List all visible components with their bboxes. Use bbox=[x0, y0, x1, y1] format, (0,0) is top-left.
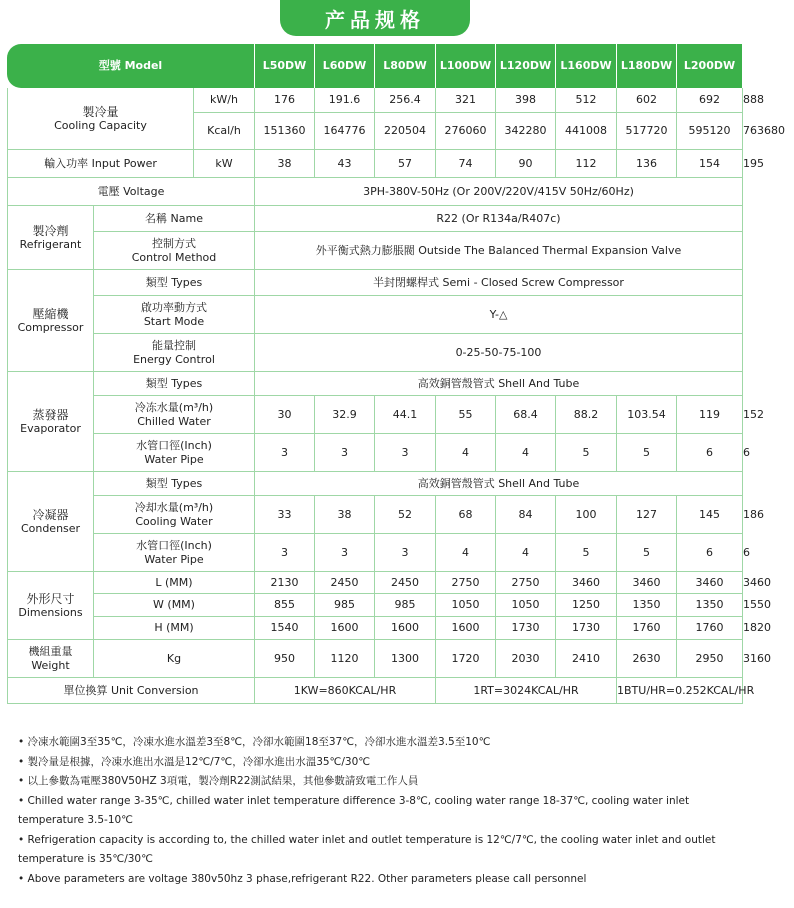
conversion-row bbox=[7, 678, 743, 704]
compressor-energy-label: 能量控制 Energy Control bbox=[94, 334, 255, 372]
table-cell: 44.1 bbox=[375, 396, 436, 434]
model-col: L80DW bbox=[375, 44, 436, 88]
evaporator-pipe-row: 水管口徑(Inch) Water Pipe 3 3 3 4 4 5 5 6 6 bbox=[7, 434, 743, 472]
table-cell: 43 bbox=[315, 150, 375, 178]
input-power-row: 輸入功率 Input Power kW 38 43 57 74 90 112 136 154 195 bbox=[7, 150, 743, 178]
note-item: • 冷凍水範圍3至35℃，冷凍水進水溫差3至8℃，冷卻水範圍18至37℃，冷卻水進水溫差3.5至10℃ bbox=[18, 736, 491, 748]
spec-table bbox=[7, 44, 794, 704]
table-cell: 4 bbox=[436, 534, 496, 572]
table-cell: 6 bbox=[677, 434, 743, 472]
table-cell: 512 bbox=[556, 88, 617, 113]
conversion-label: 單位換算 Unit Conversion bbox=[7, 678, 255, 704]
table-cell: 1730 bbox=[496, 617, 556, 640]
table-cell: 342280 bbox=[496, 113, 556, 150]
table-cell: 1760 bbox=[617, 617, 677, 640]
condenser-type-row bbox=[7, 472, 743, 496]
table-cell: 321 bbox=[436, 88, 496, 113]
table-cell: 3460 bbox=[617, 572, 677, 594]
table-cell: 112 bbox=[556, 150, 617, 178]
table-cell: 68.4 bbox=[496, 396, 556, 434]
voltage-value: 3PH-380V-50Hz (Or 200V/220V/415V 50Hz/60Hz) bbox=[255, 178, 743, 206]
note-item: • 製冷量是根據，冷凍水進出水溫是12℃/7℃，冷卻水進出水溫35℃/30℃ bbox=[18, 755, 371, 768]
model-col: L100DW bbox=[436, 44, 496, 88]
compressor-start-value: Y-△ bbox=[255, 296, 743, 334]
table-cell: 145 bbox=[677, 496, 743, 534]
table-cell: 74 bbox=[436, 150, 496, 178]
refrigerant-control-label: 控制方式 Control Method bbox=[94, 232, 255, 270]
header-row: 型號 Model L50DW L60DW L80DW L100DW L120DW L160DW L180DW L200DW L240DW bbox=[7, 44, 743, 88]
capacity-unit-kcal: Kcal/h bbox=[194, 113, 255, 150]
condenser-pipe-label: 水管口徑(Inch) Water Pipe bbox=[94, 534, 255, 572]
condenser-type-value: 高效銅管殼管式 Shell And Tube bbox=[255, 472, 743, 496]
table-cell: 2630 bbox=[617, 640, 677, 678]
table-cell: 1760 bbox=[677, 617, 743, 640]
table-cell: 2950 bbox=[677, 640, 743, 678]
table-cell: 5 bbox=[617, 434, 677, 472]
model-label: 型號 Model bbox=[7, 44, 255, 88]
table-cell: 1300 bbox=[375, 640, 436, 678]
condenser-flow-row: 冷却水量(m³/h) Cooling Water 33 38 52 68 84 100 127 145 186 bbox=[7, 496, 743, 534]
table-cell: 32.9 bbox=[315, 396, 375, 434]
evaporator-flow-label: 冷冻水量(m³/h) Chilled Water bbox=[94, 396, 255, 434]
banner-title: 产品规格 bbox=[325, 7, 425, 32]
evaporator-type-value: 高效銅管殼管式 Shell And Tube bbox=[255, 372, 743, 396]
evaporator-pipe-label: 水管口徑(Inch) Water Pipe bbox=[94, 434, 255, 472]
table-cell: 119 bbox=[677, 396, 743, 434]
table-cell: 276060 bbox=[436, 113, 496, 150]
compressor-start-row bbox=[7, 296, 743, 334]
compressor-start-label: 啟功率動方式 Start Mode bbox=[94, 296, 255, 334]
note-item: • Above parameters are voltage 380v50hz 3 phase,refrigerant R22. Other parameters please call personnel bbox=[18, 872, 587, 885]
table-cell: 88.2 bbox=[556, 396, 617, 434]
table-cell: 692 bbox=[677, 88, 743, 113]
table-cell: 38 bbox=[255, 150, 315, 178]
table-cell: 441008 bbox=[556, 113, 617, 150]
table-cell: 38 bbox=[315, 496, 375, 534]
conversion-btu: 1BTU/HR=0.252KCAL/HR bbox=[617, 678, 743, 704]
dimension-h-label: H (MM) bbox=[94, 617, 255, 640]
table-cell: 2450 bbox=[375, 572, 436, 594]
table-cell: 1120 bbox=[315, 640, 375, 678]
table-cell: 256.4 bbox=[375, 88, 436, 113]
table-cell: 33 bbox=[255, 496, 315, 534]
table-cell: 3 bbox=[375, 434, 436, 472]
table-cell: 100 bbox=[556, 496, 617, 534]
condenser-pipe-row: 水管口徑(Inch) Water Pipe 3 3 3 4 4 5 5 6 6 bbox=[7, 534, 743, 572]
model-col: L180DW bbox=[617, 44, 677, 88]
dimension-w-label: W (MM) bbox=[94, 594, 255, 617]
capacity-unit-kw: kW/h bbox=[194, 88, 255, 113]
table-cell: 2750 bbox=[436, 572, 496, 594]
table-cell: 176 bbox=[255, 88, 315, 113]
refrigerant-name-value: R22 (Or R134a/R407c) bbox=[255, 206, 743, 232]
table-cell: 2450 bbox=[315, 572, 375, 594]
table-cell: 1600 bbox=[315, 617, 375, 640]
table-cell: 3 bbox=[315, 534, 375, 572]
note-item: • 以上參數為電壓380V50HZ 3項電，製冷劑R22測試結果，其他參數請致電工作人員 bbox=[18, 775, 419, 787]
table-cell: 4 bbox=[496, 434, 556, 472]
input-power-label: 輸入功率 Input Power bbox=[7, 150, 194, 178]
weight-unit: Kg bbox=[94, 640, 255, 678]
compressor-type-label: 類型 Types bbox=[94, 270, 255, 296]
capacity-kw-row: 製冷量 Cooling Capacity kW/h 176 191.6 256.4 321 398 512 602 692 888 bbox=[7, 88, 743, 113]
table-cell: 3460 bbox=[556, 572, 617, 594]
table-cell: 57 bbox=[375, 150, 436, 178]
refrigerant-name-row bbox=[7, 206, 743, 232]
table-cell: 985 bbox=[375, 594, 436, 617]
table-cell: 5 bbox=[617, 534, 677, 572]
table-cell: 2030 bbox=[496, 640, 556, 678]
dimension-w-row: W (MM) 855 985 985 1050 1050 1250 1350 1350 1550 bbox=[7, 594, 743, 617]
model-col: L120DW bbox=[496, 44, 556, 88]
model-col: L160DW bbox=[556, 44, 617, 88]
table-cell: 220504 bbox=[375, 113, 436, 150]
compressor-type-value: 半封閉螺桿式 Semi - Closed Screw Compressor bbox=[255, 270, 743, 296]
table-cell: 855 bbox=[255, 594, 315, 617]
dimensions-label: 外形尺寸 Dimensions bbox=[7, 572, 94, 640]
weight-row: 機組重量 Weight Kg 950 1120 1300 1720 2030 2410 2630 2950 3160 bbox=[7, 640, 743, 678]
note-item: • Refrigeration capacity is according to, the chilled water inlet and outlet temperature is 12℃/7℃, the cooling water inlet and outlet temperature is 35℃/30℃ bbox=[18, 833, 716, 865]
table-cell: 2750 bbox=[496, 572, 556, 594]
table-cell: 3 bbox=[255, 434, 315, 472]
table-cell: 1250 bbox=[556, 594, 617, 617]
page-banner bbox=[280, 0, 470, 36]
table-cell: 191.6 bbox=[315, 88, 375, 113]
compressor-label: 壓縮機 Compressor bbox=[7, 270, 94, 372]
table-cell: 1540 bbox=[255, 617, 315, 640]
voltage-row bbox=[7, 178, 743, 206]
dimension-l-row: 外形尺寸 Dimensions L (MM) 2130 2450 2450 2750 2750 3460 3460 3460 3460 bbox=[7, 572, 743, 594]
table-cell: 1050 bbox=[496, 594, 556, 617]
table-cell: 1600 bbox=[375, 617, 436, 640]
weight-label: 機組重量 Weight bbox=[7, 640, 94, 678]
table-cell: 3 bbox=[255, 534, 315, 572]
table-cell: 164776 bbox=[315, 113, 375, 150]
table-cell: 602 bbox=[617, 88, 677, 113]
table-cell: 950 bbox=[255, 640, 315, 678]
table-cell: 4 bbox=[436, 434, 496, 472]
refrigerant-control-row bbox=[7, 232, 743, 270]
table-cell: 4 bbox=[496, 534, 556, 572]
table-cell: 103.54 bbox=[617, 396, 677, 434]
note-item: • Chilled water range 3-35℃, chilled water inlet temperature difference 3-8℃, cooling water range 18-37℃, cooling water inlet temperature 3.5-10℃ bbox=[18, 794, 690, 826]
table-cell: 517720 bbox=[617, 113, 677, 150]
table-cell: 136 bbox=[617, 150, 677, 178]
condenser-label: 冷凝器 Condenser bbox=[7, 472, 94, 572]
model-col: L60DW bbox=[315, 44, 375, 88]
refrigerant-label: 製冷劑 Refrigerant bbox=[7, 206, 94, 270]
voltage-label: 電壓 Voltage bbox=[7, 178, 255, 206]
table-cell: 6 bbox=[677, 534, 743, 572]
conversion-kw: 1KW=860KCAL/HR bbox=[255, 678, 436, 704]
input-power-unit: kW bbox=[194, 150, 255, 178]
table-cell: 5 bbox=[556, 434, 617, 472]
table-cell: 1720 bbox=[436, 640, 496, 678]
dimension-l-label: L (MM) bbox=[94, 572, 255, 594]
condenser-type-label: 類型 Types bbox=[94, 472, 255, 496]
table-cell: 154 bbox=[677, 150, 743, 178]
spec-table-container bbox=[7, 44, 794, 704]
compressor-energy-value: 0-25-50-75-100 bbox=[255, 334, 743, 372]
table-cell: 3460 bbox=[677, 572, 743, 594]
table-cell: 52 bbox=[375, 496, 436, 534]
table-cell: 985 bbox=[315, 594, 375, 617]
table-cell: 3 bbox=[375, 534, 436, 572]
compressor-type-row bbox=[7, 270, 743, 296]
table-cell: 127 bbox=[617, 496, 677, 534]
compressor-energy-row bbox=[7, 334, 743, 372]
table-cell: 595120 bbox=[677, 113, 743, 150]
table-cell: 1050 bbox=[436, 594, 496, 617]
table-cell: 55 bbox=[436, 396, 496, 434]
table-cell: 1350 bbox=[677, 594, 743, 617]
table-cell: 2130 bbox=[255, 572, 315, 594]
table-cell: 5 bbox=[556, 534, 617, 572]
table-cell: 3 bbox=[315, 434, 375, 472]
dimension-h-row: H (MM) 1540 1600 1600 1600 1730 1730 1760 1760 1820 bbox=[7, 617, 743, 640]
evaporator-type-label: 類型 Types bbox=[94, 372, 255, 396]
refrigerant-control-value: 外平衡式熱力膨脹閥 Outside The Balanced Thermal Expansion Valve bbox=[255, 232, 743, 270]
model-col: L50DW bbox=[255, 44, 315, 88]
conversion-rt: 1RT=3024KCAL/HR bbox=[436, 678, 617, 704]
table-cell: 90 bbox=[496, 150, 556, 178]
evaporator-flow-row: 冷冻水量(m³/h) Chilled Water 30 32.9 44.1 55 68.4 88.2 103.54 119 152 bbox=[7, 396, 743, 434]
table-cell: 1350 bbox=[617, 594, 677, 617]
table-cell: 68 bbox=[436, 496, 496, 534]
table-cell: 1600 bbox=[436, 617, 496, 640]
model-col: L200DW bbox=[677, 44, 743, 88]
table-cell: 2410 bbox=[556, 640, 617, 678]
capacity-kcal-row: Kcal/h 151360 164776 220504 276060 342280 441008 517720 595120 763680 bbox=[7, 113, 743, 150]
capacity-label: 製冷量 Cooling Capacity bbox=[7, 88, 194, 150]
table-cell: 398 bbox=[496, 88, 556, 113]
refrigerant-name-label: 名稱 Name bbox=[94, 206, 255, 232]
table-cell: 30 bbox=[255, 396, 315, 434]
evaporator-type-row bbox=[7, 372, 743, 396]
table-cell: 151360 bbox=[255, 113, 315, 150]
table-cell: 1730 bbox=[556, 617, 617, 640]
condenser-flow-label: 冷却水量(m³/h) Cooling Water bbox=[94, 496, 255, 534]
table-cell: 84 bbox=[496, 496, 556, 534]
notes-section bbox=[18, 733, 738, 889]
evaporator-label: 蒸發器 Evaporator bbox=[7, 372, 94, 472]
